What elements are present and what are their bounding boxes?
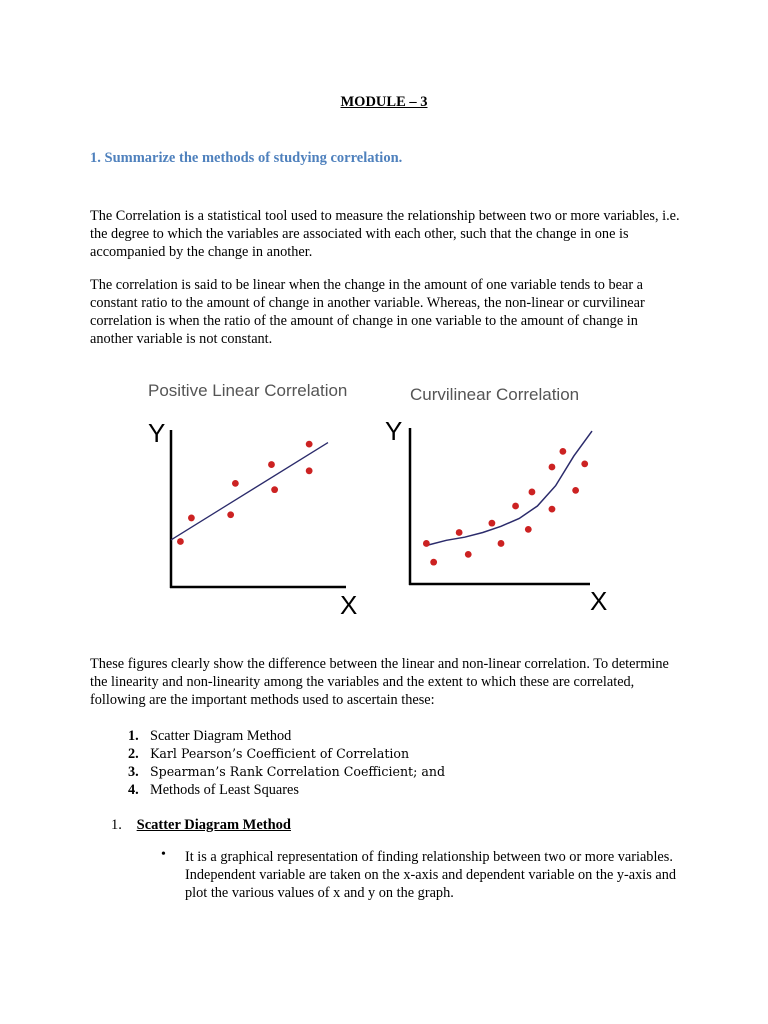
data-point: [306, 467, 313, 474]
right-x-label: X: [590, 586, 608, 616]
figures-paragraph: [90, 655, 680, 709]
paragraph-text: The Correlation is a statistical tool used to measure the relationship between two or more variables, i.e. the degree to which the variables are associated with each other, such that the change in one is accompanied by the change in another.: [90, 208, 680, 260]
data-point: [430, 559, 437, 566]
data-point: [268, 461, 275, 468]
bullet-icon: •: [161, 847, 166, 862]
question-heading: 1. Summarize the methods of studying correlation.: [90, 150, 403, 166]
list-label: Spearman’s Rank Correlation Coefficient; and: [150, 764, 446, 779]
data-point: [227, 511, 234, 518]
right-y-label: Y: [385, 416, 403, 446]
fit-line: [171, 443, 328, 540]
linear-paragraph: [90, 276, 680, 348]
section-heading: [111, 817, 291, 834]
list-item: [128, 763, 445, 781]
data-point: [232, 480, 239, 487]
data-point: [188, 515, 195, 522]
left-chart-title: Positive Linear Correlation: [148, 381, 348, 400]
correlation-figure: [140, 370, 620, 620]
methods-list: [128, 727, 445, 799]
data-point: [489, 520, 496, 527]
fit-curve: [428, 431, 592, 545]
list-label: Methods of Least Squares: [150, 782, 299, 798]
data-point: [465, 551, 472, 558]
list-label: Karl Pearson’s Coefficient of Correlation: [150, 746, 410, 761]
bullet-text: It is a graphical representation of finding relationship between two or more variables. Independent variable are taken on the x-axis and dependent variable on the y-axis and plot the various values of x and y on the graph.: [185, 849, 677, 901]
section-number: 1.: [111, 817, 122, 833]
paragraph-text: The correlation is said to be linear when the change in the amount of one variable tends to bear a constant ratio to the amount of change in another variable. Whereas, the non-linear or curvilinear correlation is when the ratio of the amount of change in one variable to the amount of change in another variable is not constant.: [90, 277, 645, 347]
section-title: Scatter Diagram Method: [136, 817, 291, 833]
paragraph-text: These figures clearly show the difference between the linear and non-linear correlation. To determine the linearity and non-linearity among the variables and the extent to which these are correlated, following are the important methods used to ascertain these:: [90, 656, 669, 708]
data-point: [456, 529, 463, 536]
data-point: [498, 540, 505, 547]
module-title: MODULE – 3: [340, 94, 428, 110]
list-item: [128, 727, 445, 745]
list-number: 3.: [128, 764, 139, 780]
data-point: [306, 441, 313, 448]
data-point: [549, 506, 556, 513]
data-point: [423, 540, 430, 547]
list-item: [128, 781, 445, 799]
data-point: [529, 489, 536, 496]
list-item: [128, 745, 445, 763]
right-chart-title: Curvilinear Correlation: [410, 385, 580, 404]
data-point: [525, 526, 532, 533]
data-point: [581, 460, 588, 467]
data-point: [512, 503, 519, 510]
data-point: [271, 486, 278, 493]
left-chart: [148, 418, 357, 620]
data-point: [177, 538, 184, 545]
data-point: [572, 487, 579, 494]
data-point: [549, 464, 556, 471]
intro-paragraph: [90, 207, 680, 261]
list-number: 2.: [128, 746, 139, 762]
left-x-label: X: [340, 590, 358, 620]
data-point: [559, 448, 566, 455]
list-number: 4.: [128, 782, 139, 798]
right-chart: [385, 416, 607, 616]
left-y-label: Y: [148, 418, 166, 448]
list-label: Scatter Diagram Method: [150, 728, 292, 744]
list-number: 1.: [128, 728, 139, 744]
